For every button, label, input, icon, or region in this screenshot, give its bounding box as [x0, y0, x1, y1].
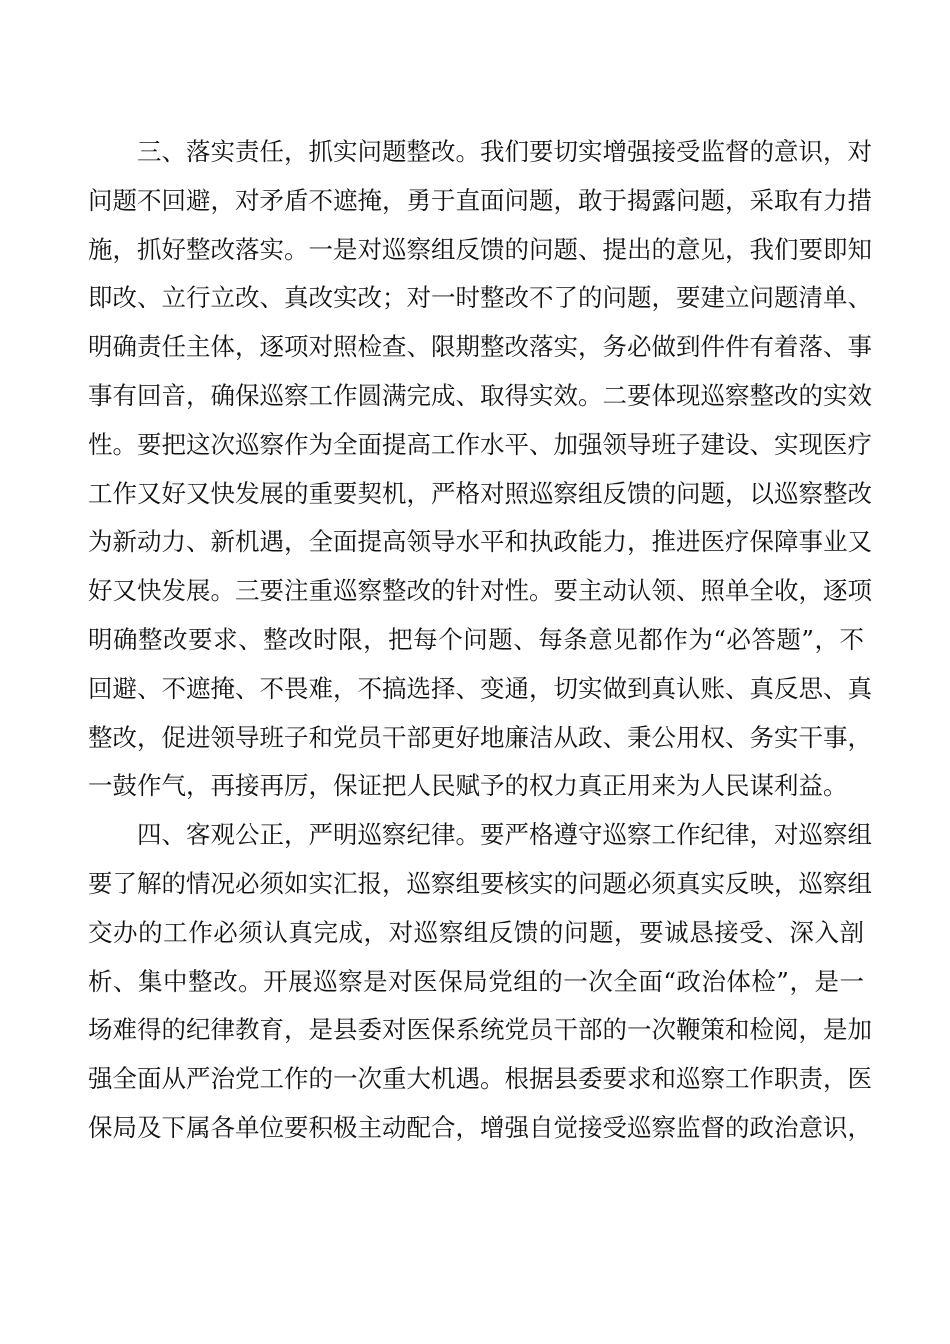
paragraph-3	[88, 128, 872, 811]
text-line: 一鼓作气，再接再厉，保证把人民赋予的权力真正用来为人民谋利益。	[88, 771, 848, 801]
text-line: 要了解的情况必须如实汇报，巡察组要核实的问题必须真实反映，巡察组	[88, 868, 872, 898]
text-line: 明确整改要求、整改时限，把每个问题、每条意见都作为“必答题”，不	[88, 624, 864, 654]
text-line: 明确责任主体，逐项对照检查、限期整改落实，务必做到件件有着落、事	[88, 332, 872, 362]
text-line: 为新动力、新机遇，全面提高领导水平和执政能力，推进医疗保障事业又	[88, 527, 872, 557]
text-line: 好又快发展。三要注重巡察整改的针对性。要主动认领、照单全收，逐项	[88, 576, 872, 606]
text-line: 即改、立行立改、真改实改；对一时整改不了的问题，要建立问题清单、	[88, 283, 872, 313]
text-line: 析、集中整改。开展巡察是对医保局党组的一次全面“政治体检”，是一	[88, 966, 864, 996]
text-line: 保局及下属各单位要积极主动配合，增强自觉接受巡察监督的政治意识，	[88, 1112, 872, 1142]
document-body	[88, 128, 872, 1153]
text-line: 工作又好又快发展的重要契机，严格对照巡察组反馈的问题，以巡察整改	[88, 478, 872, 508]
text-line: 强全面从严治党工作的一次重大机遇。根据县委要求和巡察工作职责，医	[88, 1064, 872, 1094]
text-line: 事有回音，确保巡察工作圆满完成、取得实效。二要体现巡察整改的实效	[88, 380, 872, 410]
text-line: 四、客观公正，严明巡察纪律。要严格遵守巡察工作纪律，对巡察组	[137, 820, 872, 850]
text-line: 三、落实责任，抓实问题整改。我们要切实增强接受监督的意识，对	[137, 137, 872, 166]
text-line: 回避、不遮掩、不畏难，不搞选择、变通，切实做到真认账、真反思、真	[88, 673, 872, 703]
text-line: 问题不回避，对矛盾不遮掩，勇于直面问题，敢于揭露问题，采取有力措	[88, 185, 872, 215]
text-line: 施，抓好整改落实。一是对巡察组反馈的问题、提出的意见，我们要即知	[88, 234, 872, 264]
text-line: 整改，促进领导班子和党员干部更好地廉洁从政、秉公用权、务实干事，	[88, 722, 872, 752]
text-line: 交办的工作必须认真完成，对巡察组反馈的问题，要诚恳接受、深入剖	[88, 917, 864, 947]
text-line: 场难得的纪律教育，是县委对医保系统党员干部的一次鞭策和检阅，是加	[88, 1015, 872, 1045]
paragraph-4	[88, 811, 872, 1153]
text-line: 性。要把这次巡察作为全面提高工作水平、加强领导班子建设、实现医疗	[88, 429, 872, 459]
